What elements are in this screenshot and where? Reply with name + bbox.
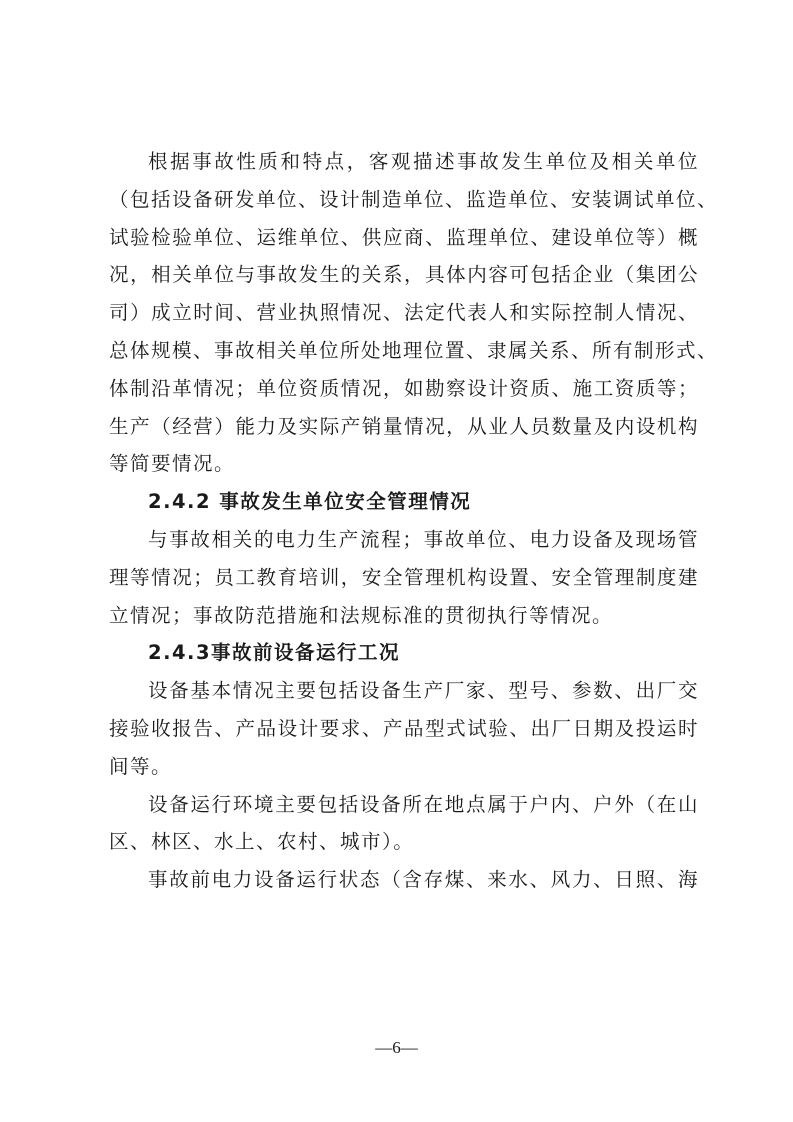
section-heading: 2.4.2 事故发生单位安全管理情况 (148, 490, 472, 514)
paragraph-line: 等简要情况。 (109, 452, 236, 476)
paragraph-line: 生产（经营）能力及实际产销量情况，从业人员数量及内设机构 (109, 414, 699, 438)
paragraph-line: 根据事故性质和特点，客观描述事故发生单位及相关单位 (148, 150, 699, 173)
paragraph-line: （包括设备研发单位、设计制造单位、监造单位、安装调试单位、 (109, 187, 719, 211)
paragraph-line: 理等情况；员工教育培训，安全管理机构设置、安全管理制度建 (109, 565, 699, 589)
paragraph-line: 区、林区、水上、农村、城市）。 (109, 830, 415, 854)
paragraph-line: 间等。 (109, 754, 173, 778)
paragraph-line: 况，相关单位与事故发生的关系，具体内容可包括企业（集团公 (109, 263, 699, 287)
paragraph-line: 体制沿革情况；单位资质情况，如勘察设计资质、施工资质等； (109, 376, 699, 400)
page-number: —6— (375, 1038, 418, 1057)
paragraph-line: 设备运行环境主要包括设备所在地点属于户内、户外（在山 (148, 792, 699, 816)
paragraph-line: 事故前电力设备运行状态（含存煤、来水、风力、日照、海 (148, 868, 699, 892)
paragraph-line: 接验收报告、产品设计要求、产品型式试验、出厂日期及投运时 (109, 716, 699, 740)
paragraph-line: 总体规模、事故相关单位所处地理位置、隶属关系、所有制形式、 (109, 338, 719, 362)
paragraph-line: 试验检验单位、运维单位、供应商、监理单位、建设单位等）概 (109, 225, 699, 249)
paragraph-line: 司）成立时间、营业执照情况、法定代表人和实际控制人情况、 (109, 301, 699, 325)
paragraph-line: 与事故相关的电力生产流程；事故单位、电力设备及现场管 (148, 527, 699, 551)
document-body (109, 143, 719, 899)
paragraph-line: 立情况；事故防范措施和法规标准的贯彻执行等情况。 (109, 603, 614, 627)
paragraph-line: 设备基本情况主要包括设备生产厂家、型号、参数、出厂交 (148, 679, 699, 703)
section-heading: 2.4.3事故前设备运行工况 (148, 641, 401, 665)
